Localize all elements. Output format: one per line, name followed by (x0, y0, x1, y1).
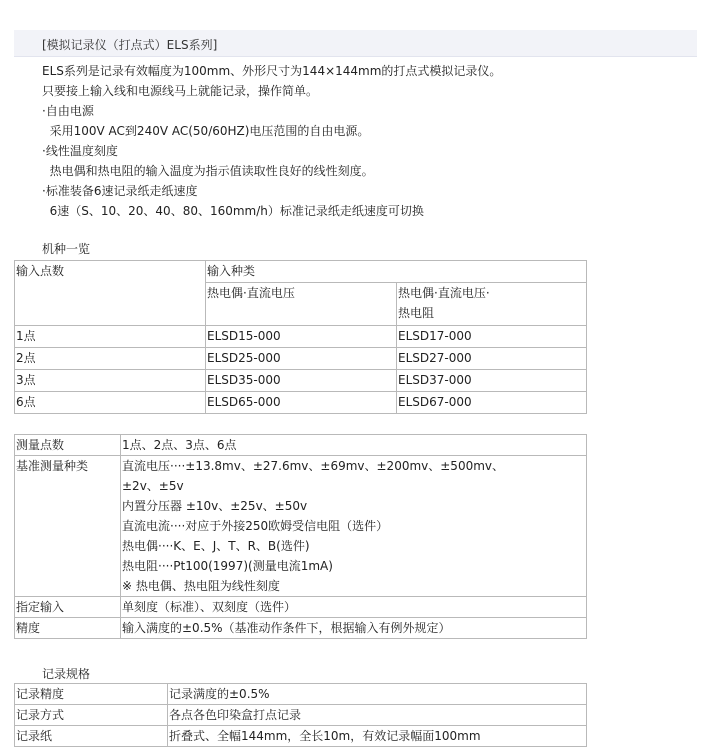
record-spec-table (14, 683, 587, 747)
header-input-points: 输入点数 (15, 261, 206, 326)
record-value: 记录满度的±0.5% (168, 684, 587, 705)
spec-label: 精度 (15, 618, 121, 639)
record-label: 记录精度 (15, 684, 168, 705)
intro-line: 采用100V AC到240V AC(50/60HZ)电压范围的自由电源。 (42, 124, 370, 138)
spec-label: 测量点数 (15, 435, 121, 456)
spec-label: 基准测量种类 (15, 456, 121, 597)
record-spec-heading: 记录规格 (42, 667, 91, 681)
spec-line: 热电阻····Pt100(1997)(测量电流1mA) (122, 559, 333, 573)
intro-line: 只要接上输入线和电源线马上就能记录，操作简单。 (42, 84, 319, 98)
intro-line: ELS系列是记录有效幅度为100mm、外形尺寸为144×144mm的打点式模拟记录仪。 (42, 64, 502, 78)
spec-line: ※ 热电偶、热电阻为线性刻度 (122, 579, 280, 593)
record-value: 各点各色印染盒打点记录 (168, 705, 587, 726)
model-cell: ELSD25-000 (206, 348, 397, 370)
intro-text (42, 61, 501, 221)
subheader-tc-dcv: 热电偶·直流电压 (206, 283, 397, 326)
intro-line: 热电偶和热电阻的输入温度为指示值读取性良好的线性刻度。 (42, 164, 374, 178)
table-row (15, 684, 587, 705)
subheader-tc-dcv-rtd (397, 283, 587, 326)
table-row (15, 435, 587, 456)
spec-line: 热电偶····K、E、J、T、R、B(选件) (122, 539, 310, 553)
spec-line: 直流电压····±13.8mv、±27.6mv、±69mv、±200mv、±500mv、 (122, 459, 505, 473)
spec-label: 指定输入 (15, 597, 121, 618)
table-row (15, 456, 587, 597)
model-cell: ELSD27-000 (397, 348, 587, 370)
record-label: 记录方式 (15, 705, 168, 726)
model-cell: ELSD17-000 (397, 326, 587, 348)
model-cell: ELSD37-000 (397, 370, 587, 392)
model-cell: ELSD65-000 (206, 392, 397, 414)
spec-value: 1点、2点、3点、6点 (121, 435, 587, 456)
table-row (15, 392, 587, 414)
series-title-bar (14, 30, 697, 57)
record-label: 记录纸 (15, 726, 168, 747)
spec-value: 单刻度（标准）、双刻度（选件） (121, 597, 587, 618)
series-title: [模拟记录仪（打点式）ELS系列] (42, 38, 218, 52)
table-row (15, 370, 587, 392)
subheader-line: 热电偶·直流电压· (398, 286, 490, 300)
intro-line: ·标准装备6速记录纸走纸速度 (42, 184, 198, 198)
model-list-heading: 机种一览 (42, 242, 91, 256)
model-cell: ELSD67-000 (397, 392, 587, 414)
model-list-table (14, 260, 587, 414)
spec-line: 直流电流····对应于外接250欧姆受信电阻（选件） (122, 519, 389, 533)
spec-table (14, 434, 587, 639)
table-row (15, 597, 587, 618)
header-input-types: 输入种类 (206, 261, 587, 283)
points-cell: 3点 (15, 370, 206, 392)
intro-line: ·自由电源 (42, 104, 94, 118)
points-cell: 1点 (15, 326, 206, 348)
model-cell: ELSD35-000 (206, 370, 397, 392)
table-row (15, 726, 587, 747)
subheader-line: 热电阻 (398, 306, 435, 320)
spec-value: 输入满度的±0.5%（基准动作条件下，根据输入有例外规定） (121, 618, 587, 639)
spec-line: ±2v、±5v (122, 479, 184, 493)
table-row (15, 348, 587, 370)
points-cell: 6点 (15, 392, 206, 414)
record-value: 折叠式、全幅144mm，全长10m，有效记录幅面100mm (168, 726, 587, 747)
spec-value-types (121, 456, 587, 597)
table-row (15, 326, 587, 348)
points-cell: 2点 (15, 348, 206, 370)
model-cell: ELSD15-000 (206, 326, 397, 348)
table-row (15, 705, 587, 726)
intro-line: 6速（S、10、20、40、80、160mm/h）标准记录纸走纸速度可切换 (42, 204, 424, 218)
table-row (15, 618, 587, 639)
spec-line: 内置分压器 ±10v、±25v、±50v (122, 499, 308, 513)
intro-line: ·线性温度刻度 (42, 144, 118, 158)
